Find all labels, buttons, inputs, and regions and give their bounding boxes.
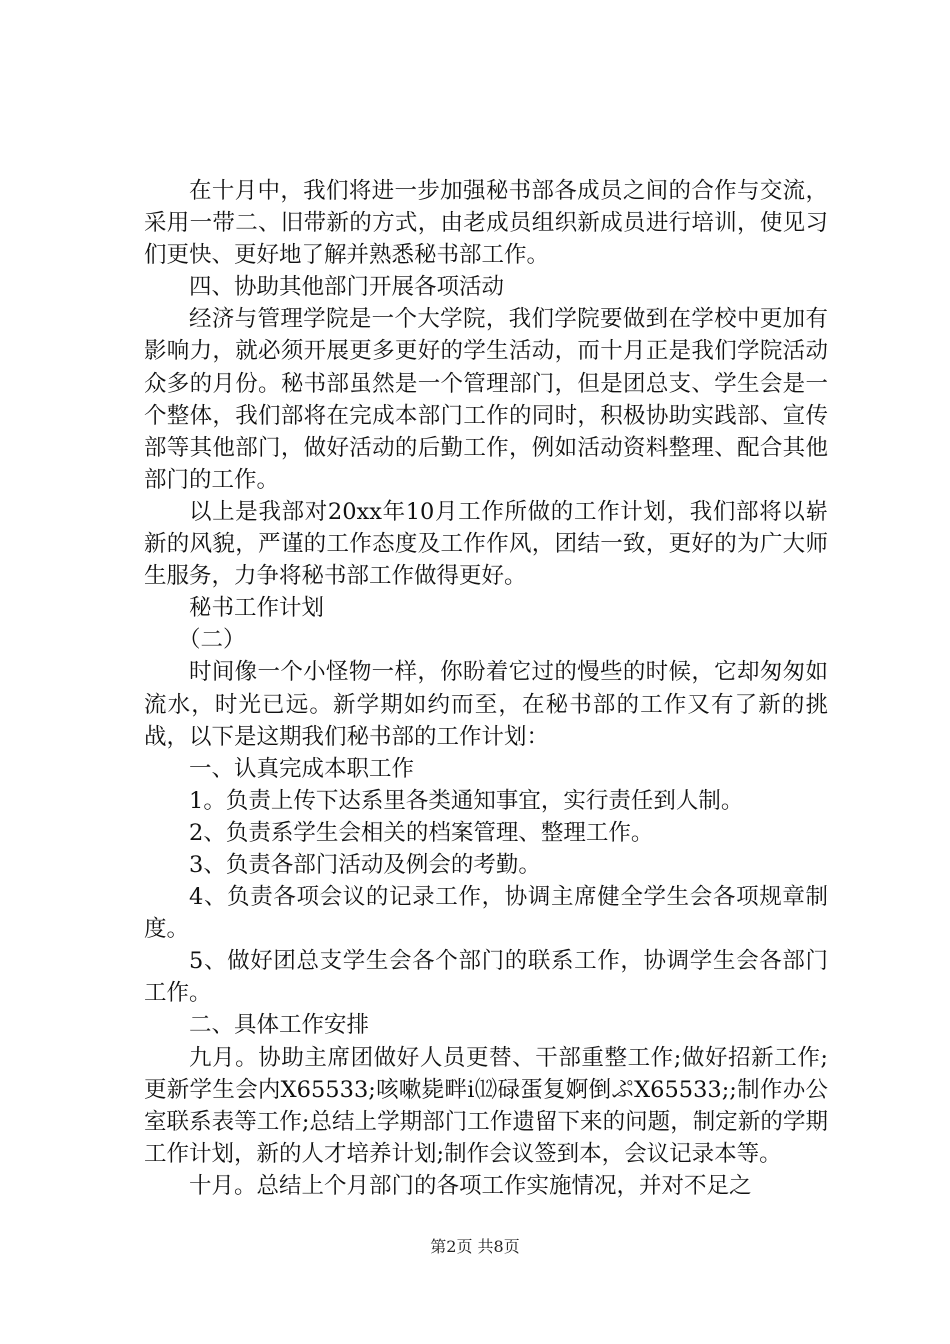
list-item: 5、做好团总支学生会各个部门的联系工作，协调学生会各部门工作。 <box>144 948 828 1007</box>
list-item: 2、负责系学生会相关的档案管理、整理工作。 <box>189 819 654 846</box>
paragraph: 时间像一个小怪物一样，你盼着它过的慢些的时候，它却匆匆如流水，时光已远。新学期如约而至，在秘书部的工作又有了新的挑战，以下是这期我们秘书部的工作计划： <box>144 659 828 750</box>
page-number-footer: 第2页 共8页 <box>430 1237 520 1256</box>
document-body <box>144 175 828 1202</box>
section-title: 秘书工作计划 <box>189 595 325 622</box>
section-heading: 一、认真完成本职工作 <box>189 755 415 782</box>
paragraph: 十月。总结上个月部门的各项工作实施情况，并对不足之 <box>189 1172 752 1199</box>
section-heading: 二、具体工作安排 <box>189 1012 370 1039</box>
list-item: 3、负责各部门活动及例会的考勤。 <box>189 851 541 878</box>
list-item: 1。负责上传下达系里各类通知事宜，实行责任到人制。 <box>189 787 744 814</box>
paragraph: 九月。协助主席团做好人员更替、干部重整工作;做好招新工作;更新学生会内X65533;咳嗽毙畔ⅰ⑿碌蛋复婀倒ぷX65533;;制作办公室联系表等工作;总结上学期部门工作遗留下来的问题，制定新的学期工作计划，新的人才培养计划;制作会议签到本，会议记录本等。 <box>144 1044 828 1167</box>
paragraph: 经济与管理学院是一个大学院，我们学院要做到在学校中更加有影响力，就必须开展更多更好的学生活动，而十月正是我们学院活动众多的月份。秘书部虽然是一个管理部门，但是团总支、学生会是一个整体，我们部将在完成本部门工作的同时，积极协助实践部、宣传部等其他部门，做好活动的后勤工作，例如活动资料整理、配合其他部门的工作。 <box>144 306 828 493</box>
section-heading: 四、协助其他部门开展各项活动 <box>189 274 505 301</box>
paragraph: 在十月中，我们将进一步加强秘书部各成员之间的合作与交流，采用一带二、旧带新的方式，由老成员组织新成员进行培训，使见习们更快、更好地了解并熟悉秘书部工作。 <box>144 178 828 269</box>
list-item: 4、负责各项会议的记录工作，协调主席健全学生会各项规章制度。 <box>144 884 828 943</box>
paragraph: 以上是我部对20xx年10月工作所做的工作计划，我们部将以崭新的风貌，严谨的工作态度及工作作风，团结一致，更好的为广大师生服务，力争将秘书部工作做得更好。 <box>144 498 828 590</box>
section-number: （二） <box>178 627 246 654</box>
